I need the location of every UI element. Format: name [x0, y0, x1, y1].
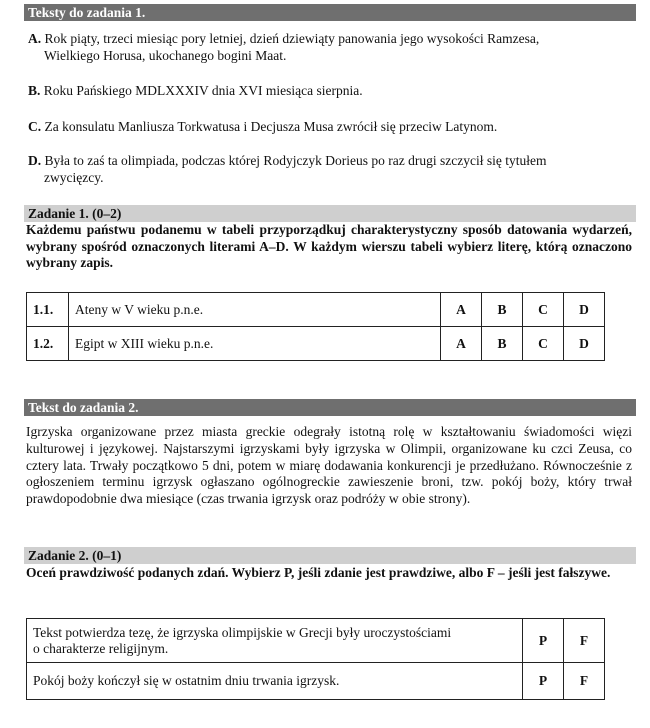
- item-text-cont: Wielkiego Horusa, ukochanego bogini Maat.: [44, 48, 287, 63]
- item-label: D.: [28, 153, 42, 168]
- option-f[interactable]: F: [564, 619, 605, 663]
- text-item-c: [28, 118, 628, 135]
- option-b[interactable]: B: [482, 293, 523, 327]
- option-f[interactable]: F: [564, 663, 605, 700]
- row-text: Ateny w V wieku p.n.e.: [69, 293, 441, 327]
- task2-instruction: Oceń prawdziwość podanych zdań. Wybierz P, jeśli zdanie jest prawdziwe, albo F – jeśli jest fałszywe.: [26, 565, 611, 580]
- item-text: Była to zaś ta olimpiada, podczas której Rodyjczyk Dorieus po raz drugi szczycił się tytułem: [44, 153, 547, 168]
- text2-body: Igrzyska organizowane przez miasta greckie odegrały istotną rolę w kształtowaniu świadomości więzi kulturowej i językowej. Najstarszymi igrzyskami były igrzyska w Olimpii, organizowane ku czci Zeusa, co cztery lata. Trwały początkowo 5 dni, potem w miarę dodawania konkurencji je przedłużano. Równocześnie z ogłoszeniem terminu igrzysk ogłaszano ogólnogreckie zawieszenie broni, tzw. pokój boży, który trwał prawdopodobnie dwa miesiące (czas trwania igrzysk oraz podróży w obie strony).: [26, 424, 632, 507]
- row-text: Egipt w XIII wieku p.n.e.: [69, 327, 441, 361]
- task1-instruction: Każdemu państwu podanemu w tabeli przyporządkuj charakterystyczny sposób datowania wydarzeń, wybrany spośród oznaczonych literami A–D. W każdym wierszu tabeli wybierz literę, którą oznaczono wybrany zapis.: [26, 222, 632, 270]
- task1-table: [26, 292, 605, 361]
- option-d[interactable]: D: [564, 293, 605, 327]
- item-text: Roku Pańskiego MDLXXXIV dnia XVI miesiąca sierpnia.: [43, 83, 363, 98]
- statement-line: o charakterze religijnym.: [33, 640, 169, 656]
- item-text: Rok piąty, trzeci miesiąc pory letniej, dzień dziewiąty panowania jego wysokości Ramzesa,: [44, 31, 540, 46]
- table-row: [27, 619, 605, 663]
- table-row: [27, 327, 605, 361]
- option-c[interactable]: C: [523, 293, 564, 327]
- statement-line: Tekst potwierdza tezę, że igrzyska olimpijskie w Grecji były uroczystościami: [33, 624, 452, 640]
- item-text-cont: zwycięzcy.: [44, 170, 104, 185]
- texts1-header: Teksty do zadania 1.: [24, 4, 636, 21]
- option-d[interactable]: D: [564, 327, 605, 361]
- option-p[interactable]: P: [523, 663, 564, 700]
- table-row: [27, 293, 605, 327]
- option-c[interactable]: C: [523, 327, 564, 361]
- statement-text: [27, 619, 523, 663]
- task2-table: [26, 618, 605, 700]
- table-row: [27, 663, 605, 700]
- item-label: A.: [28, 31, 42, 46]
- statement-text: Pokój boży kończył się w ostatnim dniu trwania igrzysk.: [27, 663, 523, 700]
- item-text: Za konsulatu Manliusza Torkwatusa i Decjusza Musa zwrócił się przeciw Latynom.: [44, 119, 498, 134]
- text-item-d: [28, 152, 628, 186]
- option-b[interactable]: B: [482, 327, 523, 361]
- row-number: 1.2.: [27, 327, 69, 361]
- option-a[interactable]: A: [441, 327, 482, 361]
- text2-header: Tekst do zadania 2.: [24, 399, 636, 416]
- text-item-b: [28, 82, 628, 99]
- option-p[interactable]: P: [523, 619, 564, 663]
- task1-header: Zadanie 1. (0–2): [24, 205, 636, 222]
- task2-header: Zadanie 2. (0–1): [24, 547, 636, 564]
- item-label: C.: [28, 119, 42, 134]
- text-item-a: [28, 30, 628, 64]
- option-a[interactable]: A: [441, 293, 482, 327]
- item-label: B.: [28, 83, 41, 98]
- row-number: 1.1.: [27, 293, 69, 327]
